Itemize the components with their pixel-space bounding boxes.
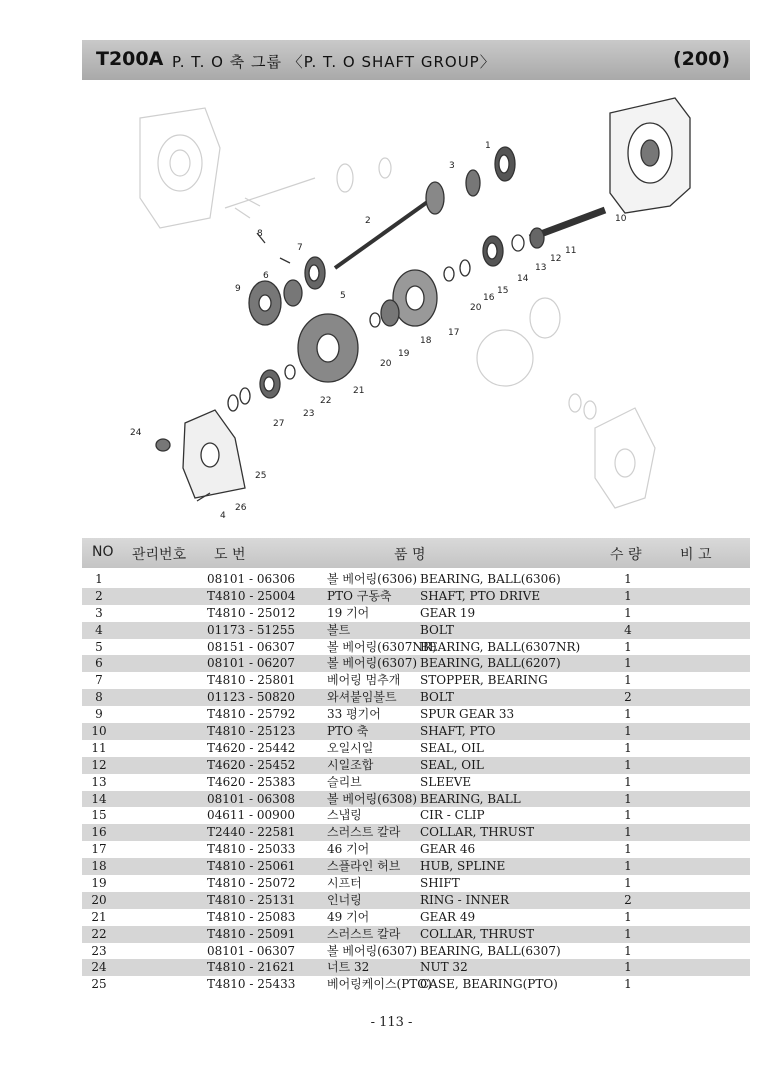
- row-name-english: BEARING, BALL(6307NR): [420, 639, 581, 654]
- row-name-korean: 오일시일: [327, 740, 374, 755]
- callout-21: 21: [353, 386, 365, 396]
- row-no: 16: [91, 825, 107, 840]
- row-name-korean: 46 기어: [327, 842, 370, 857]
- row-name-english: SEAL, OIL: [420, 740, 484, 755]
- page-number: - 113 -: [370, 1015, 413, 1030]
- row-name-english: SPUR GEAR 33: [420, 707, 515, 722]
- callout-6: 6: [263, 271, 269, 281]
- parts-table-body: [82, 571, 750, 993]
- row-quantity: 1: [624, 960, 632, 975]
- row-name-english: BOLT: [420, 622, 454, 637]
- row-quantity: 1: [624, 757, 632, 772]
- row-part-number: 08151 - 06307: [207, 639, 296, 654]
- row-part-number: T4810 - 25801: [207, 673, 296, 688]
- row-no: 17: [91, 842, 107, 857]
- row-quantity: 1: [624, 572, 632, 586]
- row-name-korean: 스냅링: [327, 808, 362, 823]
- callout-18: 18: [420, 336, 432, 346]
- row-part-number: T4810 - 25123: [207, 724, 296, 739]
- row-name-korean: 스러스트 칼라: [327, 825, 401, 840]
- callout-7: 7: [297, 243, 303, 253]
- row-name-korean: 볼 베어링(6308): [327, 791, 418, 806]
- table-row: [82, 875, 750, 892]
- row-name-korean: 스플라인 허브: [327, 859, 401, 874]
- row-no: 24: [91, 960, 107, 975]
- callout-2: 2: [365, 216, 371, 226]
- row-name-korean: PTO 축: [327, 724, 369, 739]
- header-remarks: 비 고: [680, 547, 712, 563]
- row-part-number: T4810 - 25433: [207, 977, 296, 992]
- header-mgmt-no: 관리번호: [132, 547, 187, 563]
- callout-24: 24: [130, 428, 142, 438]
- model-name: T200A: [96, 48, 164, 70]
- table-row: [82, 909, 750, 926]
- row-name-korean: 볼트: [327, 622, 351, 637]
- row-part-number: T4810 - 25131: [207, 892, 296, 907]
- row-no: 8: [95, 690, 103, 705]
- callout-8: 8: [257, 229, 263, 239]
- callout-22: 22: [320, 396, 332, 406]
- row-part-number: 08101 - 06307: [207, 943, 296, 958]
- row-quantity: 2: [624, 690, 632, 705]
- row-name-english: SHIFT: [420, 876, 460, 891]
- row-quantity: 1: [624, 876, 632, 891]
- table-row: [82, 672, 750, 689]
- row-part-number: T4620 - 25452: [207, 757, 296, 772]
- row-quantity: 1: [624, 707, 632, 722]
- callout-4: 4: [220, 511, 226, 521]
- row-name-english: SEAL, OIL: [420, 757, 484, 772]
- callout-26: 26: [235, 503, 247, 513]
- row-part-number: 01173 - 51255: [207, 622, 296, 637]
- row-name-korean: 볼 베어링(6307): [327, 943, 418, 958]
- row-name-english: STOPPER, BEARING: [420, 673, 548, 688]
- row-name-english: RING - INNER: [420, 892, 510, 907]
- row-quantity: 1: [624, 774, 632, 789]
- header-dwg-no: 도 번: [214, 547, 246, 563]
- table-row: [82, 841, 750, 858]
- row-quantity: 1: [624, 842, 632, 857]
- callout-5: 5: [340, 291, 346, 301]
- row-quantity: 1: [624, 909, 632, 924]
- row-name-english: GEAR 19: [420, 605, 476, 620]
- row-part-number: T4620 - 25442: [207, 740, 296, 755]
- row-no: 12: [91, 757, 107, 772]
- row-part-number: 01123 - 50820: [207, 690, 296, 705]
- row-quantity: 1: [624, 943, 632, 958]
- callout-20a: 20: [470, 303, 482, 313]
- row-name-english: BOLT: [420, 690, 454, 705]
- row-quantity: 1: [624, 605, 632, 620]
- table-row: [82, 976, 750, 993]
- table-row: [82, 943, 750, 960]
- callout-11: 11: [565, 246, 577, 256]
- row-name-korean: 19 기어: [327, 605, 370, 620]
- row-quantity: 1: [624, 859, 632, 874]
- row-name-korean: PTO 구동축: [327, 588, 392, 603]
- page-header: [82, 40, 750, 80]
- row-name-korean: 볼 베어링(6307): [327, 656, 418, 671]
- row-name-english: BEARING, BALL: [420, 791, 521, 806]
- row-name-english: GEAR 49: [420, 909, 476, 924]
- row-no: 3: [95, 605, 103, 620]
- table-row: [82, 622, 750, 639]
- row-name-english: BEARING, BALL(6207): [420, 656, 561, 671]
- row-name-english: CIR - CLIP: [420, 808, 485, 823]
- row-name-korean: 스러스트 칼라: [327, 926, 401, 941]
- row-quantity: 1: [624, 977, 632, 992]
- callout-19: 19: [398, 349, 410, 359]
- row-name-english: SLEEVE: [420, 774, 472, 789]
- exploded-parts-diagram: [85, 88, 750, 528]
- callout-1: 1: [485, 141, 491, 151]
- row-no: 21: [91, 909, 107, 924]
- diagram-svg: [85, 88, 750, 528]
- table-row: [82, 774, 750, 791]
- row-no: 20: [91, 892, 107, 907]
- row-name-english: SHAFT, PTO DRIVE: [420, 588, 541, 603]
- row-part-number: T4810 - 25012: [207, 605, 296, 620]
- row-no: 14: [91, 791, 107, 806]
- row-no: 10: [91, 724, 107, 739]
- row-part-number: 08101 - 06306: [207, 572, 296, 586]
- row-name-korean: 슬리브: [327, 774, 362, 789]
- row-part-number: T4810 - 25792: [207, 707, 296, 722]
- group-title: P. T. O 축 그룹 〈P. T. O SHAFT GROUP〉: [172, 53, 496, 71]
- table-row: [82, 824, 750, 841]
- row-part-number: T4810 - 25091: [207, 926, 296, 941]
- row-no: 13: [91, 774, 107, 789]
- row-quantity: 1: [624, 639, 632, 654]
- callout-10: 10: [615, 214, 627, 224]
- row-part-number: T4810 - 25072: [207, 876, 296, 891]
- row-quantity: 1: [624, 588, 632, 603]
- table-row: [82, 689, 750, 706]
- row-name-korean: 볼 베어링(6306): [327, 572, 418, 586]
- parts-table-header: [82, 538, 750, 568]
- row-quantity: 1: [624, 791, 632, 806]
- row-name-korean: 와셔붙임볼트: [327, 690, 397, 705]
- row-part-number: T4810 - 21621: [207, 960, 296, 975]
- row-quantity: 1: [624, 808, 632, 823]
- row-part-number: 04611 - 00900: [207, 808, 296, 823]
- row-quantity: 1: [624, 740, 632, 755]
- row-quantity: 4: [624, 622, 632, 637]
- row-no: 6: [95, 656, 103, 671]
- row-name-korean: 베어링 멈추개: [327, 673, 401, 688]
- row-part-number: T4810 - 25033: [207, 842, 296, 857]
- table-row: [82, 639, 750, 656]
- row-no: 11: [91, 740, 107, 755]
- callout-3: 3: [449, 161, 455, 171]
- header-part-name: 품 명: [394, 547, 426, 563]
- row-name-english: SHAFT, PTO: [420, 724, 496, 739]
- row-name-english: NUT 32: [420, 960, 468, 975]
- table-row: [82, 706, 750, 723]
- row-name-english: BEARING, BALL(6306): [420, 572, 561, 586]
- row-quantity: 1: [624, 673, 632, 688]
- main-parts: [156, 98, 690, 501]
- row-name-korean: 인너링: [327, 892, 362, 907]
- table-row: [82, 892, 750, 909]
- row-part-number: T4810 - 25083: [207, 909, 296, 924]
- row-no: 2: [95, 588, 103, 603]
- table-row: [82, 740, 750, 757]
- callout-27: 27: [273, 419, 285, 429]
- callout-12: 12: [550, 254, 562, 264]
- header-qty: 수 량: [610, 547, 642, 563]
- row-quantity: 1: [624, 724, 632, 739]
- callout-20b: 20: [380, 359, 392, 369]
- callout-25: 25: [255, 471, 267, 481]
- table-row: [82, 723, 750, 740]
- row-name-english: HUB, SPLINE: [420, 859, 506, 874]
- row-no: 1: [95, 572, 103, 586]
- row-name-korean: 시일조합: [327, 757, 374, 772]
- row-part-number: T4810 - 25004: [207, 588, 296, 603]
- callout-16: 16: [483, 293, 495, 303]
- row-name-english: COLLAR, THRUST: [420, 825, 535, 840]
- table-row: [82, 757, 750, 774]
- row-quantity: 1: [624, 825, 632, 840]
- table-row: [82, 926, 750, 943]
- row-no: 25: [91, 977, 107, 992]
- table-row: [82, 655, 750, 672]
- row-no: 15: [91, 808, 107, 823]
- row-no: 9: [95, 707, 103, 722]
- group-code: (200): [672, 48, 730, 70]
- row-no: 5: [95, 639, 103, 654]
- row-part-number: T4620 - 25383: [207, 774, 296, 789]
- table-row: [82, 791, 750, 808]
- row-name-korean: 시프터: [327, 876, 362, 891]
- row-no: 22: [91, 926, 107, 941]
- row-no: 19: [91, 876, 107, 891]
- table-row: [82, 605, 750, 622]
- row-name-english: BEARING, BALL(6307): [420, 943, 561, 958]
- table-row: [82, 807, 750, 824]
- row-name-korean: 베어링케이스(PTO): [327, 977, 432, 992]
- callout-15: 15: [497, 286, 509, 296]
- row-no: 4: [95, 622, 103, 637]
- row-quantity: 2: [624, 892, 632, 907]
- row-part-number: T4810 - 25061: [207, 859, 296, 874]
- row-name-english: CASE, BEARING(PTO): [420, 977, 558, 992]
- row-name-english: COLLAR, THRUST: [420, 926, 535, 941]
- callout-23: 23: [303, 409, 315, 419]
- table-row: [82, 571, 750, 588]
- callout-17: 17: [448, 328, 460, 338]
- row-part-number: 08101 - 06308: [207, 791, 296, 806]
- row-name-korean: 49 기어: [327, 909, 370, 924]
- row-name-korean: 33 평기어: [327, 707, 381, 722]
- table-row: [82, 588, 750, 605]
- row-no: 7: [95, 673, 103, 688]
- table-row: [82, 959, 750, 976]
- row-quantity: 1: [624, 656, 632, 671]
- row-quantity: 1: [624, 926, 632, 941]
- row-name-english: GEAR 46: [420, 842, 476, 857]
- row-name-korean: 볼 베어링(6307NR): [327, 639, 437, 654]
- table-row: [82, 858, 750, 875]
- row-part-number: T2440 - 22581: [207, 825, 296, 840]
- callout-13: 13: [535, 263, 547, 273]
- row-name-korean: 너트 32: [327, 960, 370, 975]
- header-no: NO: [92, 544, 114, 560]
- row-no: 18: [91, 859, 107, 874]
- row-no: 23: [91, 943, 107, 958]
- row-part-number: 08101 - 06207: [207, 656, 296, 671]
- callout-9: 9: [235, 284, 241, 294]
- callout-14: 14: [517, 274, 529, 284]
